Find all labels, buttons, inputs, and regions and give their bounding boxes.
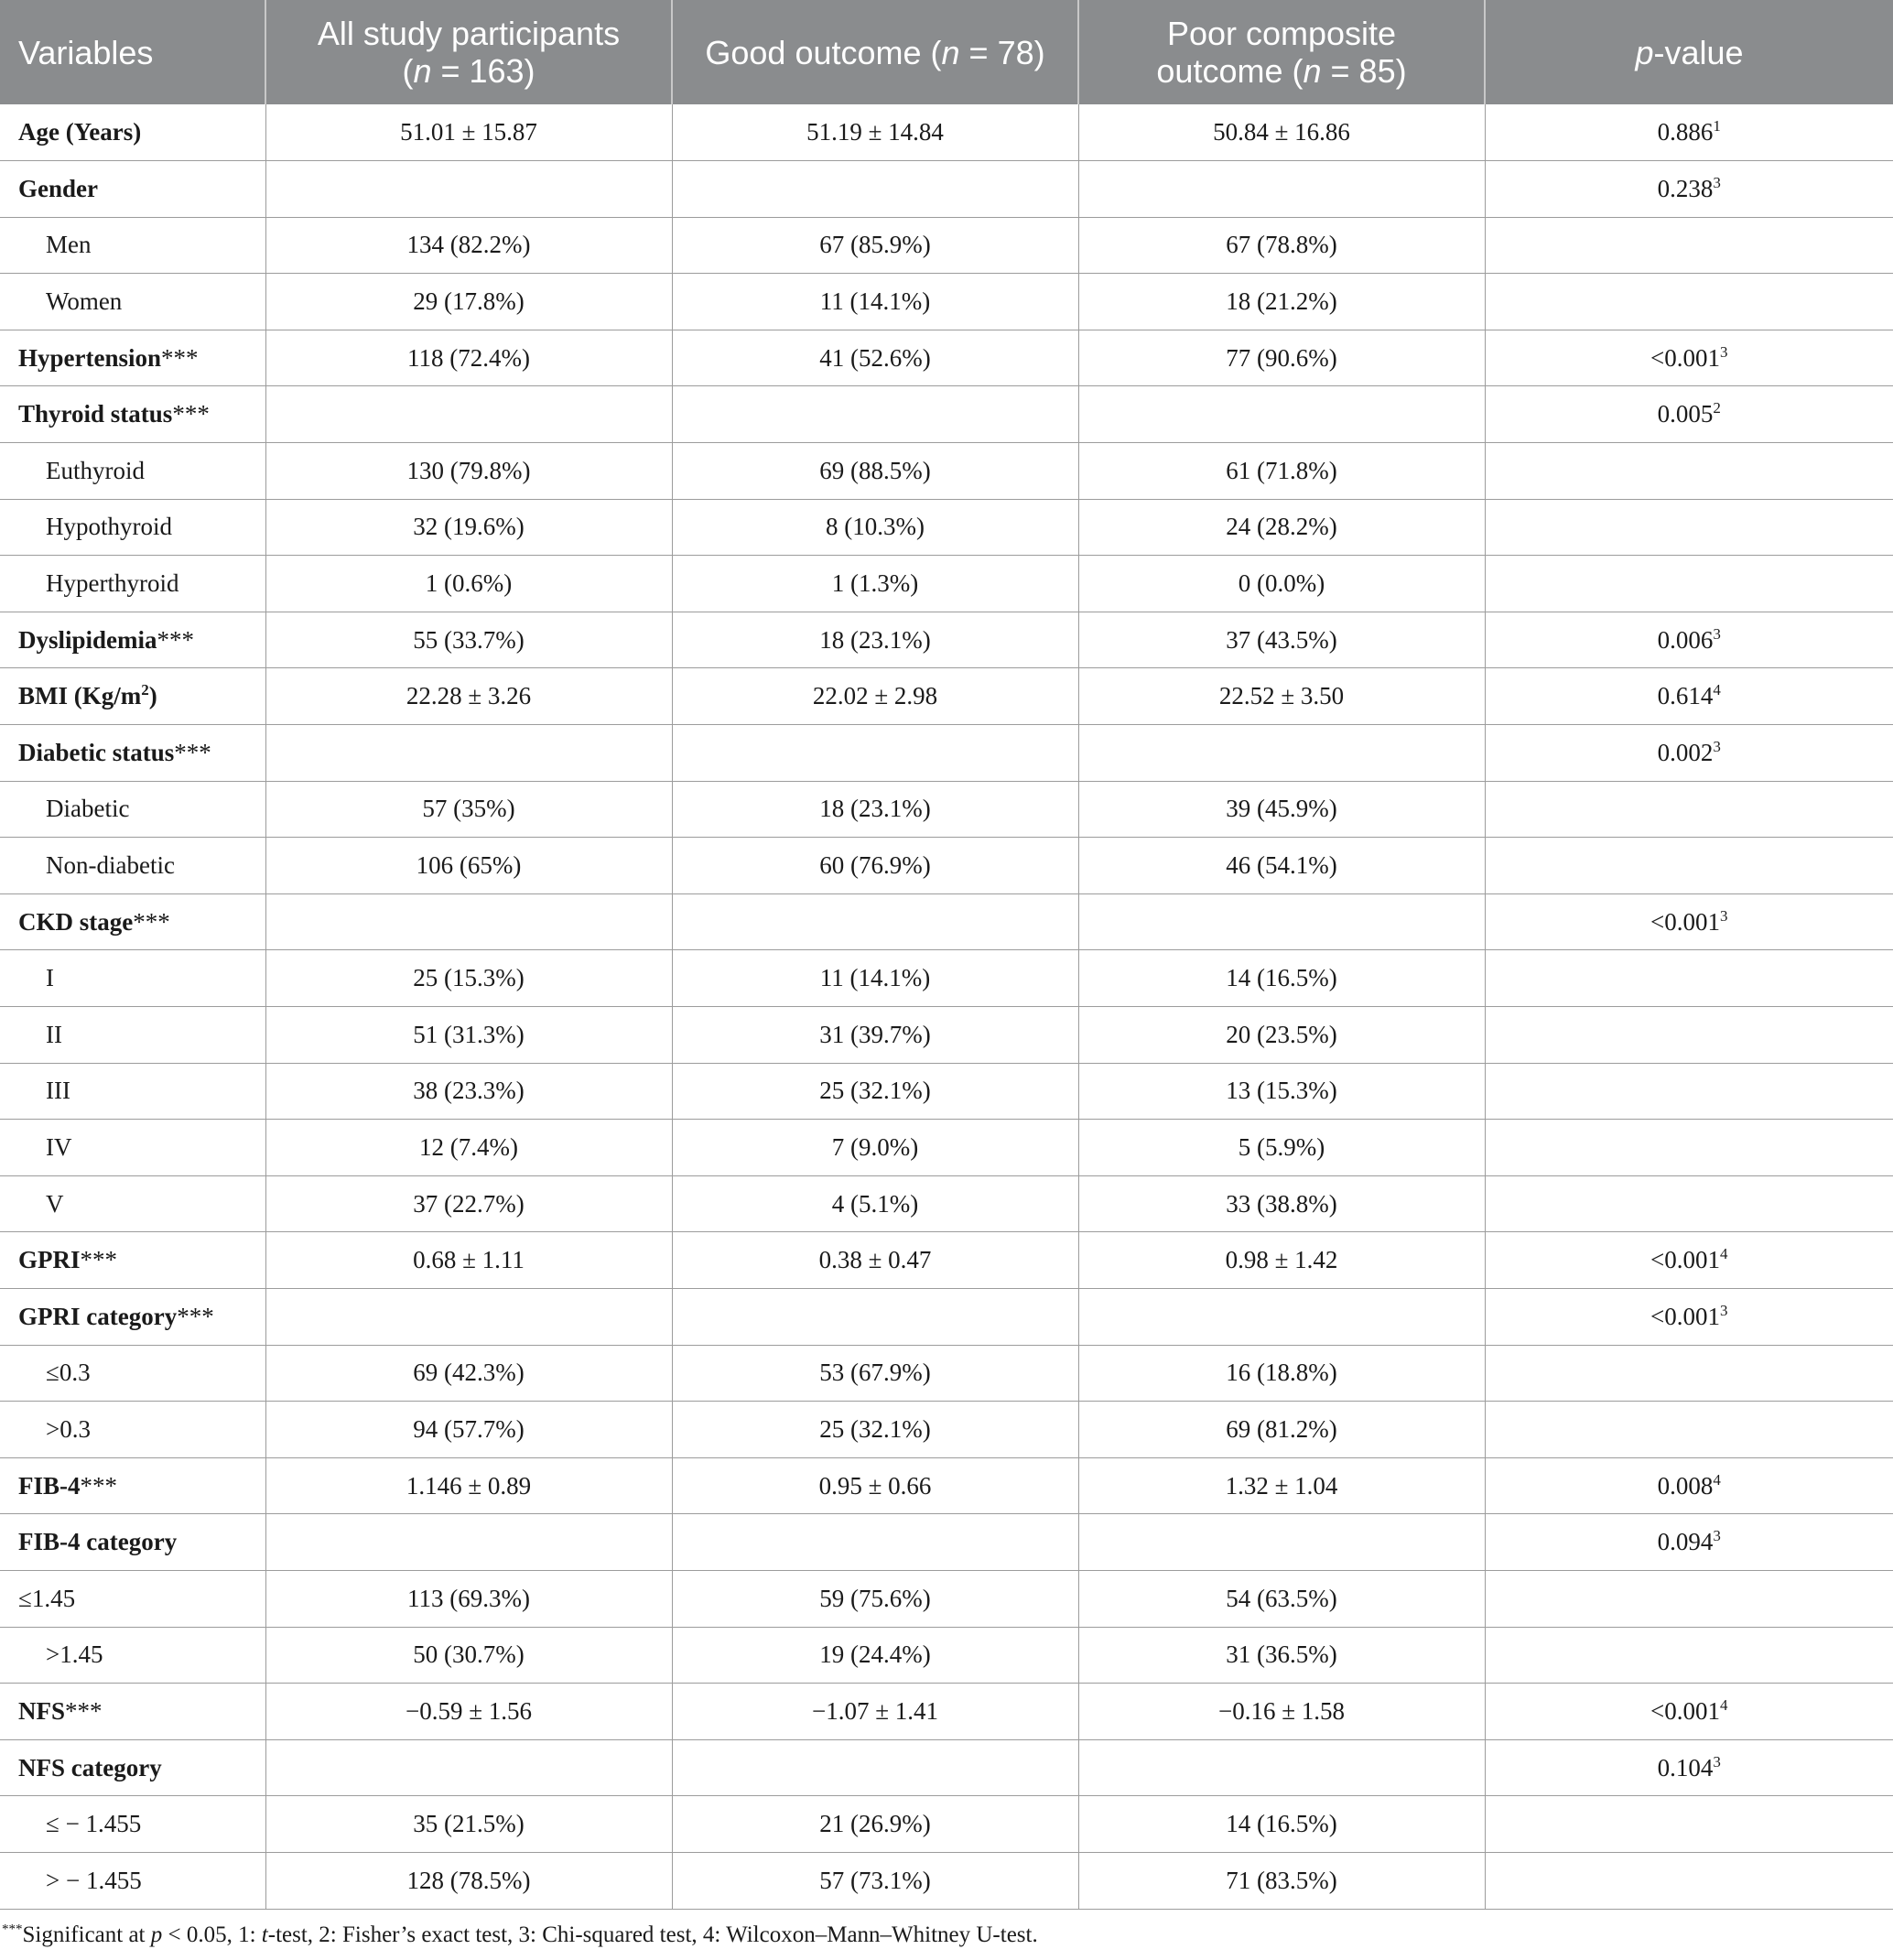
cell-variable (0, 274, 265, 330)
cell-variable (0, 1007, 265, 1064)
table-row (0, 1402, 1893, 1458)
significance-marker: *** (80, 1246, 117, 1274)
table-body (0, 104, 1893, 1909)
cell-poor-outcome: 0 (0.0%) (1078, 556, 1485, 612)
cell-variable (0, 1796, 265, 1853)
cell-all-participants: 22.28 ± 3.26 (265, 668, 672, 725)
cell-p-value (1485, 104, 1893, 161)
cell-variable (0, 725, 265, 782)
cell-variable (0, 1175, 265, 1232)
cell-variable (0, 1120, 265, 1176)
cell-poor-outcome: 18 (21.2%) (1078, 274, 1485, 330)
cell-poor-outcome (1078, 161, 1485, 218)
cell-variable (0, 1345, 265, 1402)
table-row (0, 1457, 1893, 1514)
cell-good-outcome: 60 (76.9%) (672, 838, 1078, 894)
cell-good-outcome: 67 (85.9%) (672, 217, 1078, 274)
variable-label: Hypothyroid (46, 513, 172, 541)
cell-variable (0, 499, 265, 556)
cell-good-outcome: −1.07 ± 1.41 (672, 1684, 1078, 1740)
header-all-n-var: n (413, 52, 432, 90)
p-value-text: <0.001 (1650, 1696, 1720, 1725)
cell-p-value (1485, 1570, 1893, 1627)
p-value-test-note: 3 (1713, 624, 1721, 643)
cell-variable (0, 1232, 265, 1289)
cell-poor-outcome: 14 (16.5%) (1078, 950, 1485, 1007)
cell-poor-outcome (1078, 893, 1485, 950)
table-row (0, 1345, 1893, 1402)
table-row (0, 1007, 1893, 1064)
cell-good-outcome: 18 (23.1%) (672, 781, 1078, 838)
cell-poor-outcome: 46 (54.1%) (1078, 838, 1485, 894)
cell-p-value (1485, 781, 1893, 838)
table-row (0, 612, 1893, 668)
cell-variable (0, 1627, 265, 1684)
variable-label: >1.45 (46, 1641, 103, 1669)
variable-label: V (46, 1189, 64, 1218)
cell-poor-outcome: 24 (28.2%) (1078, 499, 1485, 556)
cell-variable (0, 1570, 265, 1627)
cell-good-outcome: 18 (23.1%) (672, 612, 1078, 668)
table-row (0, 668, 1893, 725)
variable-label: Thyroid status (18, 400, 173, 428)
cell-all-participants: 51.01 ± 15.87 (265, 104, 672, 161)
cell-p-value (1485, 893, 1893, 950)
cell-variable (0, 556, 265, 612)
header-all-line1: All study participants (317, 15, 621, 52)
cell-good-outcome: 8 (10.3%) (672, 499, 1078, 556)
cell-good-outcome: 25 (32.1%) (672, 1063, 1078, 1120)
cell-poor-outcome (1078, 725, 1485, 782)
cell-variable (0, 1063, 265, 1120)
significance-marker: *** (172, 400, 210, 428)
cell-p-value (1485, 950, 1893, 1007)
p-value-test-note: 4 (1713, 681, 1721, 699)
p-value-text: 0.005 (1657, 400, 1714, 428)
p-value-test-note: 2 (1713, 399, 1721, 417)
cell-good-outcome: 59 (75.6%) (672, 1570, 1078, 1627)
cell-p-value (1485, 1120, 1893, 1176)
variable-label: ≤1.45 (18, 1584, 76, 1612)
cell-p-value (1485, 725, 1893, 782)
p-value-test-note: 1 (1713, 117, 1721, 135)
variable-label: II (46, 1020, 62, 1048)
cell-all-participants: 69 (42.3%) (265, 1345, 672, 1402)
cell-variable (0, 612, 265, 668)
cell-all-participants: 32 (19.6%) (265, 499, 672, 556)
p-value-text: <0.001 (1650, 343, 1720, 372)
p-value-test-note: 3 (1719, 906, 1728, 925)
cell-all-participants: 106 (65%) (265, 838, 672, 894)
cell-p-value (1485, 1175, 1893, 1232)
cell-all-participants: 94 (57.7%) (265, 1402, 672, 1458)
table-row (0, 1063, 1893, 1120)
table-row (0, 950, 1893, 1007)
cell-poor-outcome: 50.84 ± 16.86 (1078, 104, 1485, 161)
cell-p-value (1485, 1684, 1893, 1740)
cell-good-outcome (672, 1739, 1078, 1796)
variable-label: NFS category (18, 1753, 162, 1781)
cell-good-outcome: 11 (14.1%) (672, 950, 1078, 1007)
cell-p-value (1485, 274, 1893, 330)
variable-label: FIB-4 category (18, 1528, 178, 1556)
table-row (0, 1288, 1893, 1345)
cell-good-outcome: 0.38 ± 0.47 (672, 1232, 1078, 1289)
cell-poor-outcome: 54 (63.5%) (1078, 1570, 1485, 1627)
cell-good-outcome: 31 (39.7%) (672, 1007, 1078, 1064)
table-row (0, 781, 1893, 838)
p-value-text: 0.614 (1657, 682, 1714, 710)
cell-all-participants (265, 386, 672, 443)
header-poor-outcome (1078, 0, 1485, 104)
p-value-text: <0.001 (1650, 907, 1720, 936)
p-value-test-note: 3 (1713, 737, 1721, 755)
table-row (0, 838, 1893, 894)
table-row (0, 1796, 1893, 1853)
variable-label: Diabetic (46, 795, 130, 823)
cell-all-participants (265, 1514, 672, 1571)
cell-good-outcome (672, 386, 1078, 443)
significance-marker: *** (177, 1302, 214, 1330)
cell-poor-outcome (1078, 1514, 1485, 1571)
variable-label: IV (46, 1132, 72, 1161)
cell-variable (0, 1402, 265, 1458)
p-value-text: 0.238 (1657, 174, 1714, 202)
p-value-test-note: 3 (1719, 1301, 1728, 1319)
cell-poor-outcome: 61 (71.8%) (1078, 443, 1485, 500)
p-value-test-note: 3 (1713, 1527, 1721, 1545)
cell-all-participants: 37 (22.7%) (265, 1175, 672, 1232)
cell-all-participants: 57 (35%) (265, 781, 672, 838)
cell-all-participants (265, 161, 672, 218)
variable-label: Diabetic status (18, 738, 175, 766)
cell-p-value (1485, 386, 1893, 443)
variable-label: Gender (18, 174, 98, 202)
variable-label: > − 1.455 (46, 1866, 142, 1894)
cell-p-value (1485, 1288, 1893, 1345)
cell-all-participants (265, 725, 672, 782)
cell-all-participants: 25 (15.3%) (265, 950, 672, 1007)
cell-p-value (1485, 1063, 1893, 1120)
cell-all-participants: 29 (17.8%) (265, 274, 672, 330)
cell-all-participants: 1.146 ± 0.89 (265, 1457, 672, 1514)
cell-all-participants: 128 (78.5%) (265, 1852, 672, 1909)
cell-good-outcome: 1 (1.3%) (672, 556, 1078, 612)
cell-poor-outcome (1078, 386, 1485, 443)
cell-all-participants: 118 (72.4%) (265, 330, 672, 386)
cell-all-participants: 134 (82.2%) (265, 217, 672, 274)
variable-label: NFS (18, 1696, 66, 1725)
cell-poor-outcome: 0.98 ± 1.42 (1078, 1232, 1485, 1289)
cell-all-participants (265, 1288, 672, 1345)
p-value-test-note: 4 (1719, 1695, 1728, 1714)
cell-variable (0, 1457, 265, 1514)
cell-p-value (1485, 1232, 1893, 1289)
variable-label: Men (46, 231, 92, 259)
table-row (0, 217, 1893, 274)
cell-p-value (1485, 499, 1893, 556)
cell-good-outcome: 57 (73.1%) (672, 1852, 1078, 1909)
footnote-part2: < 0.05, 1: (162, 1922, 262, 1947)
cell-all-participants: 12 (7.4%) (265, 1120, 672, 1176)
table-row (0, 330, 1893, 386)
cell-variable (0, 217, 265, 274)
header-p-value (1485, 0, 1893, 104)
p-value-test-note: 4 (1713, 1470, 1721, 1489)
header-poor-line1: Poor composite (1166, 15, 1397, 52)
cell-variable (0, 838, 265, 894)
footnote-t-var: t (261, 1922, 268, 1947)
cell-good-outcome (672, 161, 1078, 218)
cell-all-participants: −0.59 ± 1.56 (265, 1684, 672, 1740)
cell-poor-outcome: 71 (83.5%) (1078, 1852, 1485, 1909)
significance-marker: *** (80, 1471, 117, 1500)
table-row (0, 104, 1893, 161)
p-value-test-note: 3 (1719, 342, 1728, 361)
cell-all-participants: 51 (31.3%) (265, 1007, 672, 1064)
header-good-n-var: n (941, 33, 960, 71)
cell-poor-outcome: 20 (23.5%) (1078, 1007, 1485, 1064)
variable-label: GPRI category (18, 1302, 178, 1330)
significance-marker: *** (133, 907, 170, 936)
cell-poor-outcome: 14 (16.5%) (1078, 1796, 1485, 1853)
header-variables-label: Variables (18, 33, 154, 71)
cell-p-value (1485, 668, 1893, 725)
cell-good-outcome (672, 893, 1078, 950)
cell-p-value (1485, 1402, 1893, 1458)
cell-variable (0, 386, 265, 443)
variable-label: >0.3 (46, 1414, 91, 1443)
variable-label-superscript: 2 (141, 681, 149, 699)
cell-good-outcome (672, 725, 1078, 782)
table-row (0, 1739, 1893, 1796)
p-value-text: 0.104 (1657, 1753, 1714, 1781)
cell-p-value (1485, 1796, 1893, 1853)
cell-p-value (1485, 1514, 1893, 1571)
cell-poor-outcome: 31 (36.5%) (1078, 1627, 1485, 1684)
cell-good-outcome (672, 1514, 1078, 1571)
p-value-test-note: 3 (1713, 1752, 1721, 1770)
header-all-participants (265, 0, 672, 104)
header-p-suffix: -value (1653, 33, 1744, 71)
cell-all-participants: 113 (69.3%) (265, 1570, 672, 1627)
variable-label: CKD stage (18, 907, 134, 936)
cell-good-outcome: 25 (32.1%) (672, 1402, 1078, 1458)
table-row (0, 1120, 1893, 1176)
cell-variable (0, 781, 265, 838)
footnote-p-var: p (150, 1922, 163, 1947)
cell-p-value (1485, 161, 1893, 218)
header-row (0, 0, 1893, 104)
significance-marker: *** (161, 343, 199, 372)
variable-label: Hyperthyroid (46, 569, 179, 598)
cell-variable (0, 1739, 265, 1796)
cell-good-outcome: 4 (5.1%) (672, 1175, 1078, 1232)
cell-good-outcome: 11 (14.1%) (672, 274, 1078, 330)
cell-variable (0, 1288, 265, 1345)
cell-p-value (1485, 556, 1893, 612)
cell-all-participants: 55 (33.7%) (265, 612, 672, 668)
table-row (0, 893, 1893, 950)
header-variables (0, 0, 265, 104)
cell-poor-outcome: 13 (15.3%) (1078, 1063, 1485, 1120)
cell-p-value (1485, 330, 1893, 386)
cell-all-participants: 38 (23.3%) (265, 1063, 672, 1120)
table-row (0, 1514, 1893, 1571)
header-poor-n-suffix: = 85) (1321, 52, 1407, 90)
table-row (0, 161, 1893, 218)
footnote-part3: -test, 2: Fisher’s exact test, 3: Chi-squared test, 4: Wilcoxon–Mann–Whitney U-test. (267, 1922, 1038, 1947)
p-value-text: <0.001 (1650, 1246, 1720, 1274)
significance-marker: *** (157, 625, 195, 654)
p-value-text: 0.886 (1657, 118, 1714, 146)
cell-poor-outcome: 39 (45.9%) (1078, 781, 1485, 838)
p-value-text: 0.006 (1657, 625, 1714, 654)
cell-variable (0, 668, 265, 725)
cell-all-participants: 0.68 ± 1.11 (265, 1232, 672, 1289)
variable-label: I (46, 964, 54, 992)
cell-variable (0, 104, 265, 161)
variable-label: Age (Years) (18, 118, 142, 146)
table-row (0, 499, 1893, 556)
cell-good-outcome: 69 (88.5%) (672, 443, 1078, 500)
cell-p-value (1485, 1457, 1893, 1514)
cell-variable (0, 1684, 265, 1740)
table-row (0, 725, 1893, 782)
header-poor-line2: outcome ( (1156, 52, 1303, 90)
cell-variable (0, 950, 265, 1007)
header-all-n-suffix: = 163) (431, 52, 535, 90)
footnote-stars: *** (2, 1922, 23, 1937)
cell-variable (0, 330, 265, 386)
p-value-text: 0.002 (1657, 738, 1714, 766)
cell-variable (0, 443, 265, 500)
cell-good-outcome: 19 (24.4%) (672, 1627, 1078, 1684)
variable-label: BMI (Kg/m (18, 682, 142, 710)
cell-p-value (1485, 838, 1893, 894)
variable-label-suffix: ) (148, 682, 157, 710)
table-row (0, 1627, 1893, 1684)
cell-good-outcome: 0.95 ± 0.66 (672, 1457, 1078, 1514)
cell-good-outcome (672, 1288, 1078, 1345)
table-row (0, 443, 1893, 500)
variable-label: Non-diabetic (46, 851, 175, 880)
p-value-test-note: 3 (1713, 173, 1721, 191)
p-value-text: 0.008 (1657, 1471, 1714, 1500)
cell-variable (0, 893, 265, 950)
table-row (0, 386, 1893, 443)
table-row (0, 274, 1893, 330)
cell-all-participants (265, 893, 672, 950)
p-value-test-note: 4 (1719, 1245, 1728, 1263)
cell-p-value (1485, 1345, 1893, 1402)
variable-label: Dyslipidemia (18, 625, 157, 654)
cell-variable (0, 1852, 265, 1909)
footnote-part1: Significant at (22, 1922, 151, 1947)
cell-good-outcome: 51.19 ± 14.84 (672, 104, 1078, 161)
header-good-n-suffix: = 78) (959, 33, 1045, 71)
table-header (0, 0, 1893, 104)
cell-poor-outcome: 1.32 ± 1.04 (1078, 1457, 1485, 1514)
cell-poor-outcome (1078, 1739, 1485, 1796)
cell-poor-outcome: 69 (81.2%) (1078, 1402, 1485, 1458)
significance-marker: *** (174, 738, 211, 766)
cell-variable (0, 161, 265, 218)
table-row (0, 556, 1893, 612)
p-value-text: <0.001 (1650, 1302, 1720, 1330)
cell-p-value (1485, 217, 1893, 274)
header-good-outcome (672, 0, 1078, 104)
variable-label: Women (46, 287, 123, 316)
cell-good-outcome: 41 (52.6%) (672, 330, 1078, 386)
table-row (0, 1570, 1893, 1627)
table-row (0, 1175, 1893, 1232)
cell-all-participants: 130 (79.8%) (265, 443, 672, 500)
cell-p-value (1485, 1627, 1893, 1684)
cell-p-value (1485, 1852, 1893, 1909)
p-value-text: 0.094 (1657, 1528, 1714, 1556)
header-good-text: Good outcome ( (705, 33, 942, 71)
cell-good-outcome: 21 (26.9%) (672, 1796, 1078, 1853)
variable-label: Euthyroid (46, 456, 145, 484)
table-footnote (0, 1922, 1893, 1948)
cell-good-outcome: 7 (9.0%) (672, 1120, 1078, 1176)
cell-poor-outcome: 22.52 ± 3.50 (1078, 668, 1485, 725)
variable-label: ≤0.3 (46, 1359, 91, 1387)
variable-label: ≤ − 1.455 (46, 1810, 142, 1838)
cell-variable (0, 1514, 265, 1571)
cell-poor-outcome: 67 (78.8%) (1078, 217, 1485, 274)
cell-p-value (1485, 612, 1893, 668)
cell-all-participants: 35 (21.5%) (265, 1796, 672, 1853)
cell-all-participants: 50 (30.7%) (265, 1627, 672, 1684)
significance-marker: *** (65, 1696, 103, 1725)
cell-good-outcome: 53 (67.9%) (672, 1345, 1078, 1402)
variable-label: III (46, 1077, 70, 1105)
variable-label: FIB-4 (18, 1471, 81, 1500)
cell-all-participants (265, 1739, 672, 1796)
cell-poor-outcome: 77 (90.6%) (1078, 330, 1485, 386)
header-all-n-prefix: ( (402, 52, 414, 90)
cell-poor-outcome: 37 (43.5%) (1078, 612, 1485, 668)
header-p-var: p (1635, 33, 1654, 71)
cell-all-participants: 1 (0.6%) (265, 556, 672, 612)
cell-p-value (1485, 1007, 1893, 1064)
cell-poor-outcome: 5 (5.9%) (1078, 1120, 1485, 1176)
cell-poor-outcome (1078, 1288, 1485, 1345)
table-row (0, 1232, 1893, 1289)
cell-poor-outcome: −0.16 ± 1.58 (1078, 1684, 1485, 1740)
cell-p-value (1485, 443, 1893, 500)
variable-label: Hypertension (18, 343, 162, 372)
header-poor-n-var: n (1303, 52, 1322, 90)
cell-p-value (1485, 1739, 1893, 1796)
variable-label: GPRI (18, 1246, 81, 1274)
cell-good-outcome: 22.02 ± 2.98 (672, 668, 1078, 725)
table-row (0, 1684, 1893, 1740)
cell-poor-outcome: 33 (38.8%) (1078, 1175, 1485, 1232)
cell-poor-outcome: 16 (18.8%) (1078, 1345, 1485, 1402)
table-row (0, 1852, 1893, 1909)
